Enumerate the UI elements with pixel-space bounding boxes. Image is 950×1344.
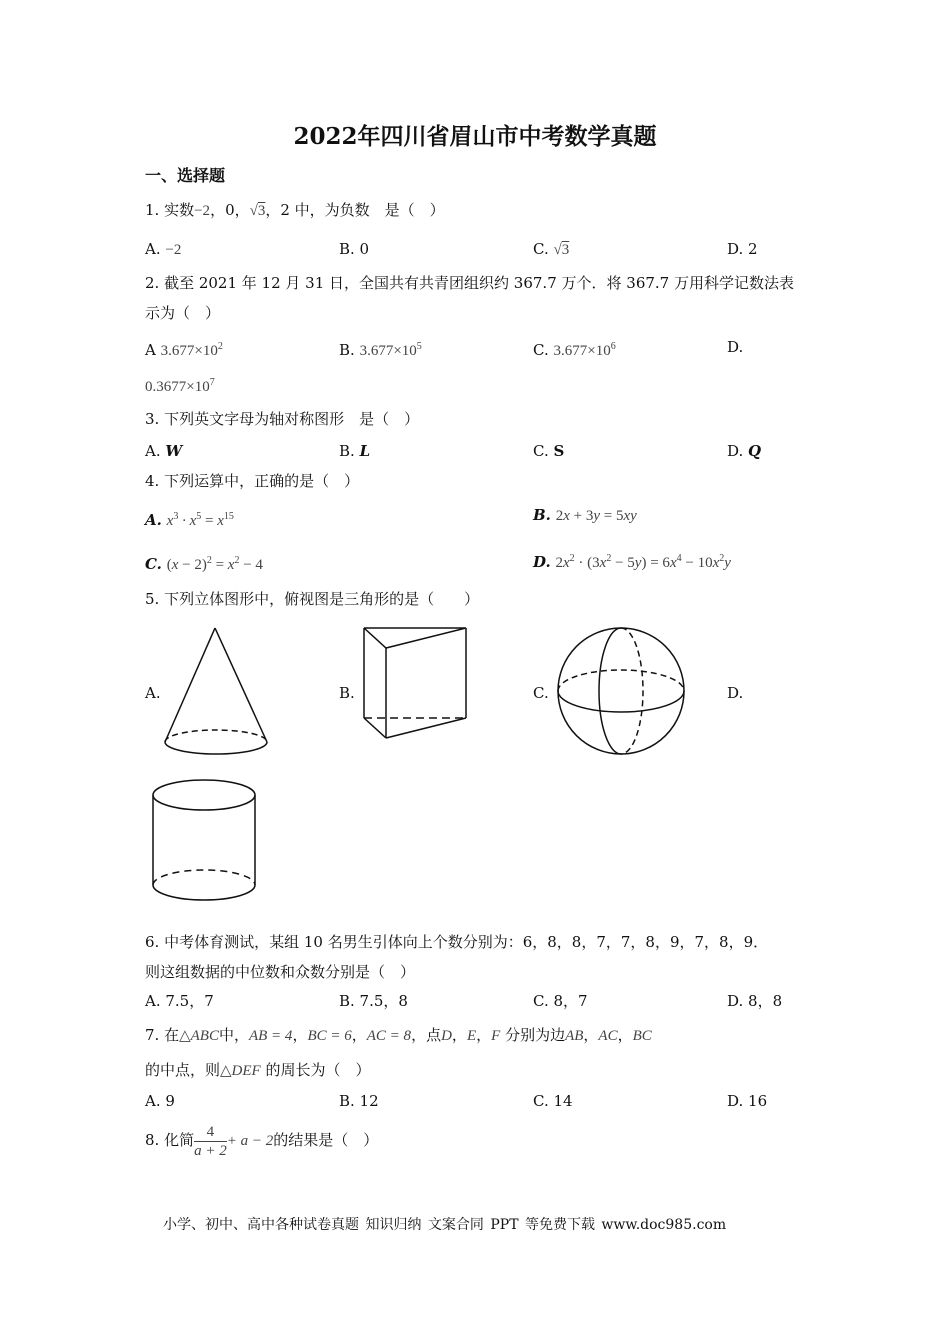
q5-option-c: C. — [533, 684, 549, 702]
q2-b-mantissa: 3.677×10 — [359, 343, 417, 359]
q4-b-label: B. — [533, 506, 551, 524]
q2-d-mantissa: 0.3677×10 — [145, 379, 210, 395]
q4-option-d — [533, 549, 731, 573]
q7-side-ac: AC — [598, 1028, 618, 1044]
q1-c-sqrt: √3 — [553, 242, 570, 258]
q8-numerator: 4 — [194, 1123, 227, 1142]
q7-point-d: D — [441, 1028, 452, 1044]
q2-option-d: D. — [727, 338, 744, 356]
q1-option-d: D. 2 — [727, 240, 758, 258]
q7-triangle-def: △DEF — [220, 1063, 261, 1079]
q3-a-label: A. — [145, 442, 161, 460]
q7-point-f: F — [491, 1028, 501, 1044]
q1-option-a — [145, 239, 181, 260]
q5-option-b: B. — [339, 684, 355, 702]
page-title: 2022年四川省眉山市中考数学真题 — [293, 123, 657, 150]
q6-option-b: B. 7.5，8 — [339, 992, 408, 1010]
question-2-line2: 示为（ ） — [145, 304, 221, 322]
q4-c-label: C. — [145, 555, 162, 573]
q6-option-c: C. 8，7 — [533, 992, 588, 1010]
q7-side-bc: BC — [632, 1028, 652, 1044]
cylinder-figure — [148, 775, 262, 905]
q1-text-end: ，2 中，为负数 是（ ） — [265, 201, 445, 219]
q3-option-b — [339, 441, 370, 461]
q2-a-label: A — [145, 341, 156, 359]
q1-a-label: A. — [145, 240, 161, 258]
q8-expr-rest: + a − 2 — [226, 1133, 274, 1149]
q7-option-a: A. 9 — [145, 1092, 175, 1110]
q7-point-e: E — [466, 1028, 477, 1044]
q3-b-value: L — [359, 442, 371, 460]
q7-text-5: 的中点，则 — [145, 1061, 221, 1079]
q3-c-value: S — [553, 442, 565, 460]
q5-option-d: D. — [727, 684, 744, 702]
question-6-line2: 则这组数据的中位数和众数分别是（ ） — [145, 963, 416, 981]
q3-c-label: C. — [533, 442, 549, 460]
q1-option-c — [533, 239, 569, 260]
q8-text-2: 的结果是（ ） — [273, 1131, 379, 1149]
q2-c-label: C. — [533, 341, 549, 359]
cone-figure — [160, 624, 272, 758]
q1-option-b: B. 0 — [339, 240, 370, 258]
q7-option-b: B. 12 — [339, 1092, 379, 1110]
q7-comma-4: ， — [476, 1026, 492, 1044]
q1-c-label: C. — [533, 240, 549, 258]
q2-b-exp: 5 — [416, 341, 422, 352]
q2-d-exp: 7 — [209, 377, 215, 388]
page-footer: 小学、初中、高中各种试卷真题 知识归纳 文案合同 PPT 等免费下载 www.doc985.com — [163, 1217, 727, 1233]
q1-sep: ，0， — [210, 201, 250, 219]
q7-triangle: △ABC — [179, 1028, 219, 1044]
q7-option-d: D. 16 — [727, 1092, 768, 1110]
q8-fraction — [194, 1123, 227, 1160]
q7-comma-2: ， — [351, 1026, 367, 1044]
q3-option-c — [533, 441, 564, 461]
q4-option-b — [533, 505, 637, 526]
question-6-line1: 6. 中考体育测试，某组 10 名男生引体向上个数分别为：6，8，8，7，7，8，9，7，8，9． — [145, 933, 769, 951]
q2-option-d-value — [145, 373, 215, 397]
q4-a-label: A. — [145, 511, 162, 529]
q8-denominator: a + 2 — [194, 1142, 227, 1159]
q1-sqrt: √3 — [249, 203, 266, 219]
q7-comma-6: ， — [617, 1026, 633, 1044]
sphere-figure — [553, 624, 689, 758]
prism-figure — [358, 624, 473, 740]
q1-number: −2 — [194, 203, 211, 219]
q2-b-label: B. — [339, 341, 355, 359]
question-7-line1 — [145, 1025, 652, 1046]
q2-option-c — [533, 337, 616, 361]
question-3-stem: 3. 下列英文字母为轴对称图形 是（ ） — [145, 410, 420, 428]
q4-b-expr: 2x + 3y = 5xy — [555, 508, 637, 524]
q4-option-a — [145, 507, 234, 531]
q3-option-a — [145, 441, 182, 461]
q1-root: 3 — [257, 203, 266, 219]
q4-option-c — [145, 551, 263, 575]
q7-comma-5: ， — [583, 1026, 599, 1044]
q7-side-ab: AB — [565, 1028, 584, 1044]
q4-c-expr: $(x - 2)^2 = x^2 - 4$ — [166, 555, 263, 573]
q7-ac: AC = 8 — [366, 1028, 412, 1044]
q4-d-label: D. — [533, 553, 551, 571]
q1-text: 1. 实数 — [145, 201, 195, 219]
question-2-line1: 2. 截至 2021 年 12 月 31 日，全国共有共青团组织约 367.7 万个．将 367.7 万用科学记数法表 — [145, 274, 794, 292]
q3-a-value: W — [165, 442, 183, 460]
q2-option-a — [145, 337, 223, 361]
q7-text-1: 7. 在 — [145, 1026, 180, 1044]
q7-option-c: C. 14 — [533, 1092, 573, 1110]
q3-option-d — [727, 441, 761, 461]
q8-text-1: 8. 化简 — [145, 1131, 195, 1149]
question-7-line2 — [145, 1060, 371, 1081]
q3-d-label: D. — [727, 442, 744, 460]
q7-text-4: 分别为边 — [500, 1026, 566, 1044]
q2-option-b — [339, 337, 422, 361]
q3-b-label: B. — [339, 442, 355, 460]
question-4-stem: 4. 下列运算中，正确的是（ ） — [145, 472, 360, 490]
q4-a-expr: $x^3 \cdot x^5 = x^{15}$ — [166, 511, 234, 529]
q7-text-6: 的周长为（ ） — [260, 1061, 371, 1079]
q7-comma-1: ， — [292, 1026, 308, 1044]
q3-d-value: Q — [748, 442, 762, 460]
section-heading: 一、选择题 — [145, 166, 226, 185]
q1-c-root: 3 — [561, 242, 570, 258]
q6-option-a: A. 7.5，7 — [145, 992, 214, 1010]
question-5-stem: 5. 下列立体图形中，俯视图是三角形的是（ ） — [145, 590, 480, 608]
question-8-stem — [145, 1120, 378, 1161]
q5-option-a: A. — [145, 684, 161, 702]
q1-a-value: −2 — [165, 242, 182, 258]
q7-text-2: 中， — [218, 1026, 249, 1044]
question-1-stem — [145, 200, 445, 221]
q2-a-exp: 2 — [217, 341, 223, 352]
q2-a-mantissa: 3.677×10 — [160, 343, 218, 359]
q6-option-d: D. 8，8 — [727, 992, 783, 1010]
q2-c-mantissa: 3.677×10 — [553, 343, 611, 359]
q4-d-expr: $2x^2 \cdot (3x^2 - 5y) = 6x^4 - 10x^2y$ — [555, 553, 731, 571]
q7-ab: AB = 4 — [248, 1028, 293, 1044]
q7-comma-3: ， — [451, 1026, 467, 1044]
q7-text-3: ，点 — [411, 1026, 442, 1044]
q2-c-exp: 6 — [610, 341, 616, 352]
q7-bc: BC = 6 — [307, 1028, 352, 1044]
